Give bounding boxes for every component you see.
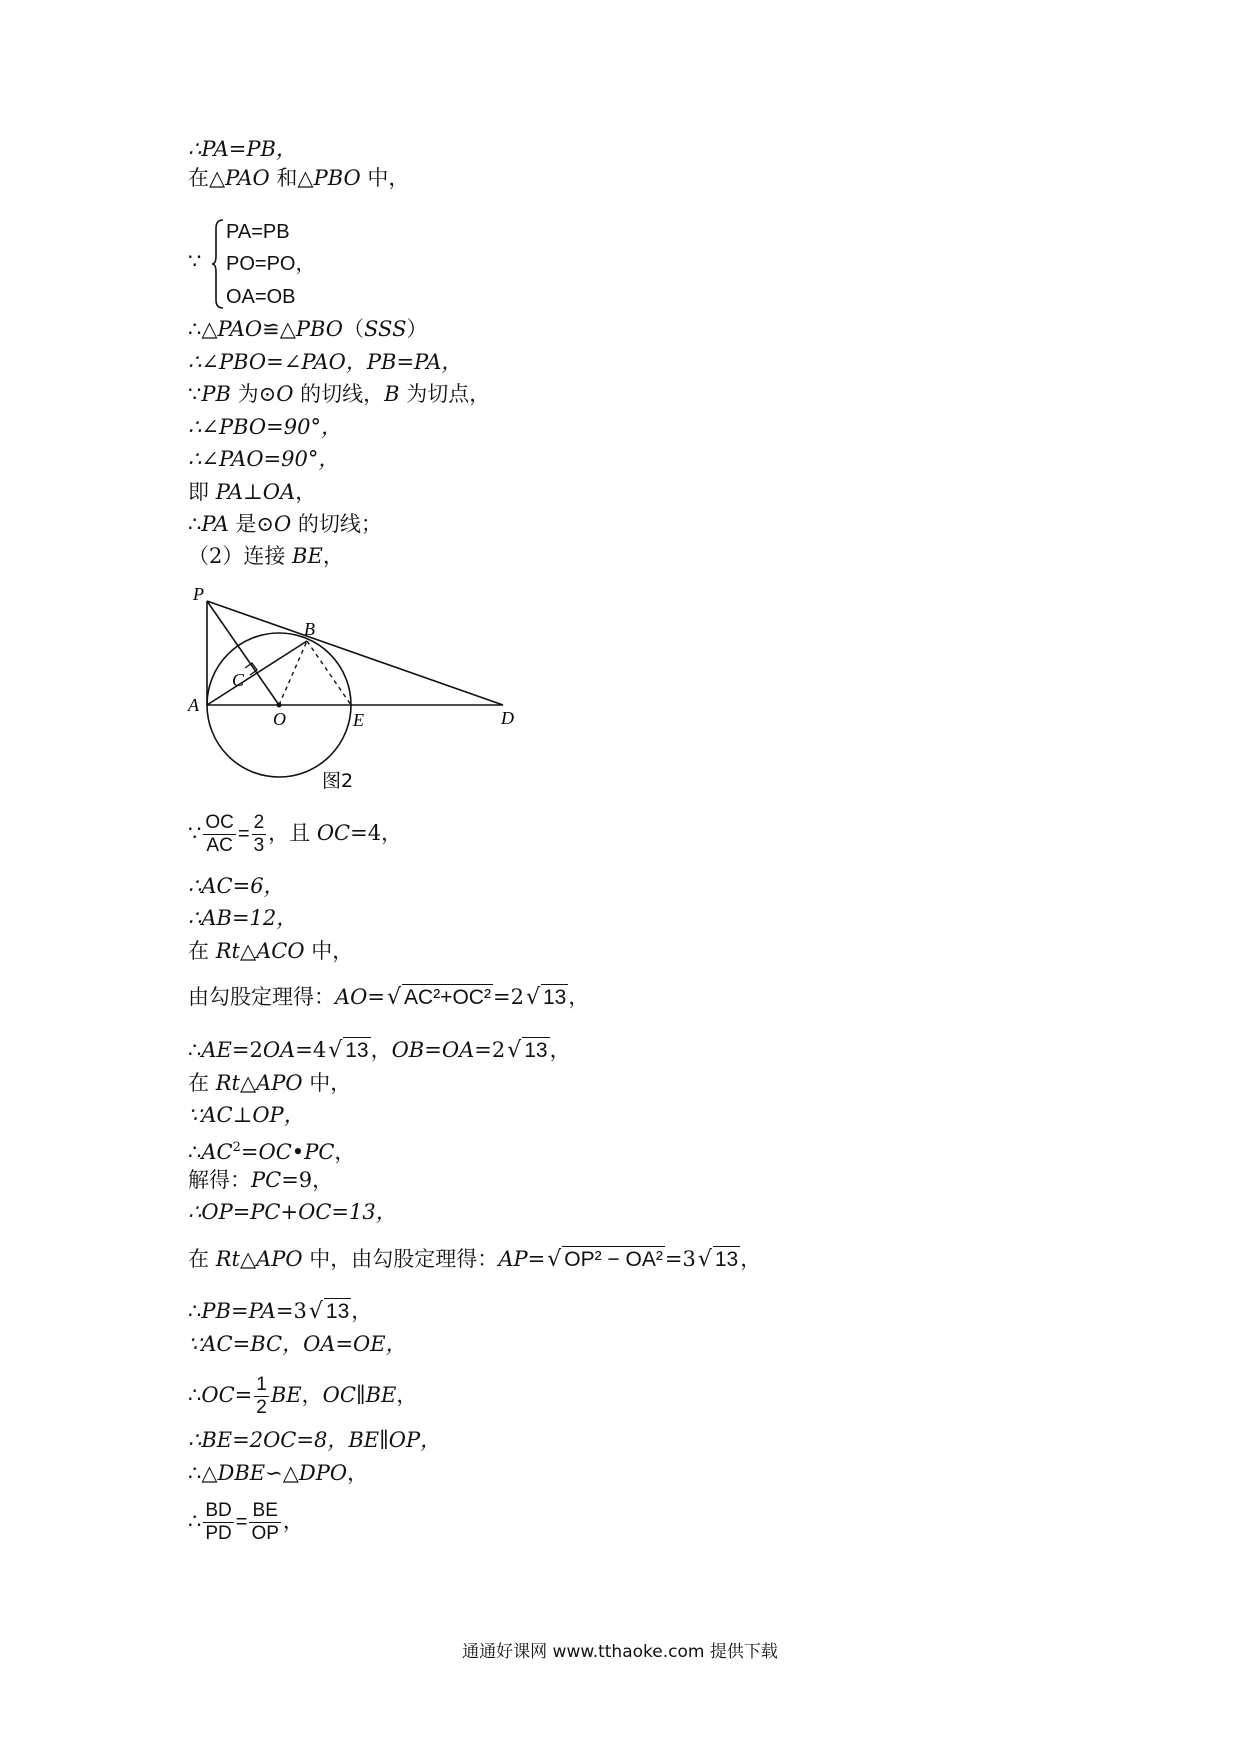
left-brace [211, 218, 225, 310]
system-eq-1: PA=PB [226, 221, 290, 243]
text: APO [256, 1071, 303, 1095]
text: 即 [188, 480, 216, 504]
text: （2）连接 [188, 544, 293, 568]
text: △ [239, 939, 257, 963]
text: OA [262, 1038, 296, 1062]
text: 在 [188, 1071, 216, 1095]
text: 中， [302, 1071, 352, 1095]
label-e: E [353, 710, 364, 730]
text: ≌△ [262, 317, 296, 341]
proof-line [188, 543, 344, 569]
text: ， [549, 1038, 571, 1062]
text: ∵ [188, 821, 202, 845]
text: ， [322, 544, 344, 568]
text: ∴ [188, 1299, 202, 1323]
text: ∽△ [265, 1461, 299, 1485]
text: ∴△ [188, 317, 218, 341]
geometry-figure [185, 585, 525, 795]
text: 解得： [188, 1168, 251, 1192]
text: PBO [295, 317, 344, 341]
denominator: 3 [253, 835, 265, 856]
label-a: A [188, 695, 199, 715]
text: 的切线， [293, 382, 385, 406]
page-footer: 通通好课网 www.tthaoke.com 提供下载 [462, 1642, 778, 1662]
text: OC∥BE [322, 1383, 397, 1407]
radicand: 13 [714, 1248, 739, 1271]
fraction [252, 812, 267, 857]
radical-sign: √ [547, 1247, 562, 1272]
text: ， [301, 1383, 323, 1407]
fraction [254, 1374, 269, 1419]
text: ，且 [268, 821, 317, 845]
radicand: 13 [325, 1300, 350, 1323]
text: 的切线； [291, 512, 382, 536]
system-eq-2: PO=PO， [226, 253, 316, 275]
text: = [234, 1383, 253, 1407]
text: APO [256, 1247, 303, 1271]
label-b: B [304, 619, 315, 639]
proof-line: ∴∠PBO=∠PAO，PB=PA， [188, 350, 463, 374]
text: PA [201, 512, 229, 536]
text: 为切点， [399, 382, 491, 406]
proof-line [188, 1500, 304, 1545]
proof-line [188, 1460, 368, 1486]
proof-line [188, 1070, 351, 1096]
proof-line [188, 1037, 571, 1064]
text: AE [201, 1038, 232, 1062]
text: ， [740, 1247, 762, 1271]
radical-sign: √ [507, 1038, 522, 1063]
text: =3 [664, 1247, 696, 1271]
text: （ [343, 317, 365, 341]
denominator: 2 [256, 1397, 267, 1418]
text: Rt [215, 1071, 240, 1095]
system-eq-3: OA=OB [226, 286, 296, 308]
text: ∴ [188, 1038, 202, 1062]
text: 中， [360, 166, 410, 190]
text: AP [498, 1247, 528, 1271]
text: PA [248, 1299, 276, 1323]
numerator: OC [205, 812, 234, 833]
center-dot [277, 703, 282, 708]
text: ， [347, 1461, 369, 1485]
text: O [276, 382, 294, 406]
segment-be-dashed [307, 641, 351, 705]
numerator: BD [205, 1500, 232, 1521]
denominator: PD [205, 1523, 232, 1544]
text: 在 [188, 939, 216, 963]
proof-line: ∴AC=6， [188, 874, 285, 898]
text: BE [270, 1383, 302, 1407]
text: =2 [474, 1038, 506, 1062]
text: B [384, 382, 400, 406]
figure-caption: 图2 [322, 770, 354, 792]
text: PC [251, 1168, 282, 1192]
radicand: OP² − OA² [564, 1248, 663, 1271]
denominator: OP [251, 1523, 279, 1544]
label-o: O [273, 709, 286, 729]
text: ， [370, 1038, 392, 1062]
text: ACO [256, 939, 305, 963]
text: = [527, 1247, 546, 1271]
text: ， [295, 480, 317, 504]
radical-sign: √ [308, 1299, 323, 1324]
text: PA⊥OA [215, 480, 296, 504]
text: =9， [281, 1168, 334, 1192]
proof-line [188, 511, 382, 537]
text: PC [304, 1140, 335, 1164]
text: BE [292, 544, 323, 568]
text: ， [568, 985, 590, 1009]
proof-line: ∵AC=BC，OA=OE， [188, 1332, 407, 1356]
radicand: 13 [542, 986, 567, 1009]
text: OB [391, 1038, 425, 1062]
text: • [291, 1140, 305, 1164]
numerator: 2 [253, 812, 265, 833]
text: O [274, 512, 292, 536]
proof-line: ∵AC⊥OP， [188, 1103, 305, 1127]
label-d: D [501, 708, 514, 728]
proof-line [188, 938, 353, 964]
text: 在△ [188, 166, 226, 190]
radicand: 13 [345, 1039, 369, 1062]
text: = [240, 1140, 259, 1164]
proof-line: ∴AB=12， [188, 906, 298, 930]
numerator: 1 [256, 1374, 267, 1395]
radical-sign: √ [525, 985, 540, 1010]
text: DBE [217, 1461, 266, 1485]
denominator: AC [206, 835, 233, 856]
text: 中，由勾股定理得： [302, 1247, 499, 1271]
text: Rt [215, 1247, 240, 1271]
proof-line: ∴∠PAO=90°， [188, 447, 340, 471]
text: OC [201, 1383, 235, 1407]
text: DPO [298, 1461, 348, 1485]
text: 是⊙ [228, 512, 275, 536]
text: ∴ [188, 1140, 202, 1164]
text: SSS [364, 317, 407, 341]
text: 在 [188, 1247, 216, 1271]
text: PB [201, 1299, 231, 1323]
proof-line: ∴BE=2OC=8，BE∥OP， [188, 1428, 442, 1452]
radical-sign: √ [328, 1038, 343, 1063]
segment-ab [207, 641, 307, 705]
radical-sign: √ [387, 985, 402, 1010]
text: △ [239, 1071, 257, 1095]
proof-line [188, 1246, 761, 1273]
text: ∴△ [188, 1461, 218, 1485]
proof-line [188, 381, 490, 407]
text: = [237, 823, 250, 845]
text: ∴ [188, 1509, 202, 1533]
text: ， [351, 1299, 373, 1323]
text: OC [258, 1140, 292, 1164]
proof-line [188, 1135, 355, 1165]
proof-line [188, 316, 427, 342]
text: PAO [225, 166, 270, 190]
text: 中， [304, 939, 354, 963]
fraction [249, 1500, 280, 1545]
text: =3 [275, 1299, 307, 1323]
text: ， [282, 1509, 304, 1533]
system-prefix: ∵ [188, 249, 202, 273]
text: =2 [492, 985, 524, 1009]
proof-line [188, 984, 589, 1011]
text: OC [316, 821, 351, 845]
proof-line [188, 165, 409, 191]
fraction [203, 812, 236, 857]
radical-sign: √ [697, 1247, 712, 1272]
text: 为⊙ [230, 382, 277, 406]
text: = [235, 1511, 248, 1533]
numerator: BE [249, 1500, 280, 1523]
proof-line: ∴PA=PB， [188, 137, 297, 161]
text: PB [201, 382, 231, 406]
radicand: 13 [524, 1039, 548, 1062]
proof-line [188, 1374, 417, 1419]
proof-line [188, 1167, 333, 1193]
text: ） [406, 317, 428, 341]
text: Rt [215, 939, 240, 963]
radicand: AC²+OC² [404, 986, 491, 1009]
text: AO [335, 985, 368, 1009]
label-p: P [193, 585, 204, 604]
text: ， [396, 1383, 418, 1407]
text: =2 [231, 1038, 263, 1062]
text: = [230, 1299, 249, 1323]
segment-pd [207, 601, 503, 705]
text: PAO [217, 317, 263, 341]
text: = [367, 985, 385, 1009]
exponent: 2 [232, 1140, 241, 1155]
text: ， [334, 1140, 356, 1164]
text: =4， [350, 821, 403, 845]
text: 和△ [269, 166, 314, 190]
text: ∴ [188, 1383, 202, 1407]
text: OA [441, 1038, 475, 1062]
text: ∴ [188, 512, 202, 536]
proof-line [188, 479, 316, 505]
text: = [424, 1038, 442, 1062]
text: 由勾股定理得： [188, 985, 335, 1009]
proof-line: ∴OP=PC+OC=13， [188, 1200, 397, 1224]
text: ∵ [188, 382, 202, 406]
proof-line: ∴∠PBO=90°， [188, 415, 342, 439]
proof-line [188, 1298, 372, 1325]
fraction [203, 1500, 233, 1545]
proof-line [188, 812, 402, 857]
text: AC [201, 1140, 233, 1164]
text: =4 [295, 1038, 327, 1062]
text: △ [239, 1247, 257, 1271]
text: PBO [313, 166, 361, 190]
label-c: C [232, 670, 245, 690]
